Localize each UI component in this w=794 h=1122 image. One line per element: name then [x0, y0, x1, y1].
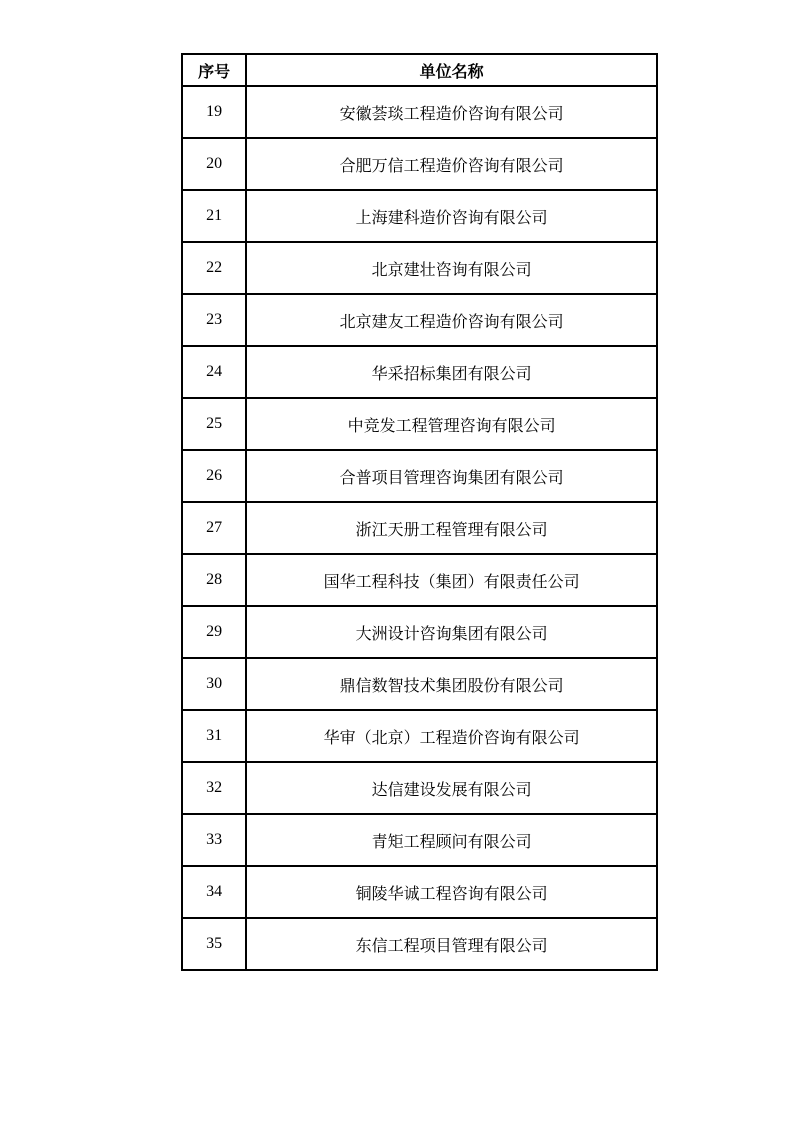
table-row	[182, 242, 657, 294]
row-index-cell: 32	[182, 762, 246, 814]
row-index-cell: 29	[182, 606, 246, 658]
company-name-cell: 大洲设计咨询集团有限公司	[246, 606, 657, 658]
company-name-cell: 北京建壮咨询有限公司	[246, 242, 657, 294]
column-header-index: 序号	[182, 54, 246, 86]
table-row	[182, 502, 657, 554]
row-index-cell: 31	[182, 710, 246, 762]
table-row	[182, 138, 657, 190]
table-row	[182, 866, 657, 918]
table-row	[182, 658, 657, 710]
row-index-cell: 19	[182, 86, 246, 138]
table-row	[182, 918, 657, 970]
row-index-cell: 28	[182, 554, 246, 606]
company-name-cell: 浙江天册工程管理有限公司	[246, 502, 657, 554]
table-row	[182, 554, 657, 606]
company-name-cell: 华审（北京）工程造价咨询有限公司	[246, 710, 657, 762]
company-name-cell: 东信工程项目管理有限公司	[246, 918, 657, 970]
company-name-cell: 合普项目管理咨询集团有限公司	[246, 450, 657, 502]
company-name-cell: 达信建设发展有限公司	[246, 762, 657, 814]
company-name-cell: 铜陵华诚工程咨询有限公司	[246, 866, 657, 918]
table-row	[182, 294, 657, 346]
table-header-row	[182, 54, 657, 86]
table-body	[182, 86, 657, 970]
row-index-cell: 35	[182, 918, 246, 970]
table-row	[182, 398, 657, 450]
company-name-cell: 北京建友工程造价咨询有限公司	[246, 294, 657, 346]
row-index-cell: 30	[182, 658, 246, 710]
row-index-cell: 25	[182, 398, 246, 450]
table-row	[182, 814, 657, 866]
company-name-cell: 国华工程科技（集团）有限责任公司	[246, 554, 657, 606]
table-row	[182, 86, 657, 138]
company-name-cell: 合肥万信工程造价咨询有限公司	[246, 138, 657, 190]
company-name-cell: 中竞发工程管理咨询有限公司	[246, 398, 657, 450]
table-row	[182, 450, 657, 502]
column-header-name: 单位名称	[246, 54, 657, 86]
row-index-cell: 20	[182, 138, 246, 190]
row-index-cell: 33	[182, 814, 246, 866]
row-index-cell: 34	[182, 866, 246, 918]
company-name-cell: 华采招标集团有限公司	[246, 346, 657, 398]
table-row	[182, 346, 657, 398]
table-row	[182, 762, 657, 814]
table-row	[182, 190, 657, 242]
company-name-cell: 青矩工程顾问有限公司	[246, 814, 657, 866]
table-row	[182, 710, 657, 762]
company-name-cell: 安徽荟琰工程造价咨询有限公司	[246, 86, 657, 138]
company-name-cell: 上海建科造价咨询有限公司	[246, 190, 657, 242]
row-index-cell: 26	[182, 450, 246, 502]
company-name-cell: 鼎信数智技术集团股份有限公司	[246, 658, 657, 710]
row-index-cell: 24	[182, 346, 246, 398]
row-index-cell: 22	[182, 242, 246, 294]
company-table	[181, 53, 658, 971]
row-index-cell: 23	[182, 294, 246, 346]
row-index-cell: 21	[182, 190, 246, 242]
table-row	[182, 606, 657, 658]
row-index-cell: 27	[182, 502, 246, 554]
